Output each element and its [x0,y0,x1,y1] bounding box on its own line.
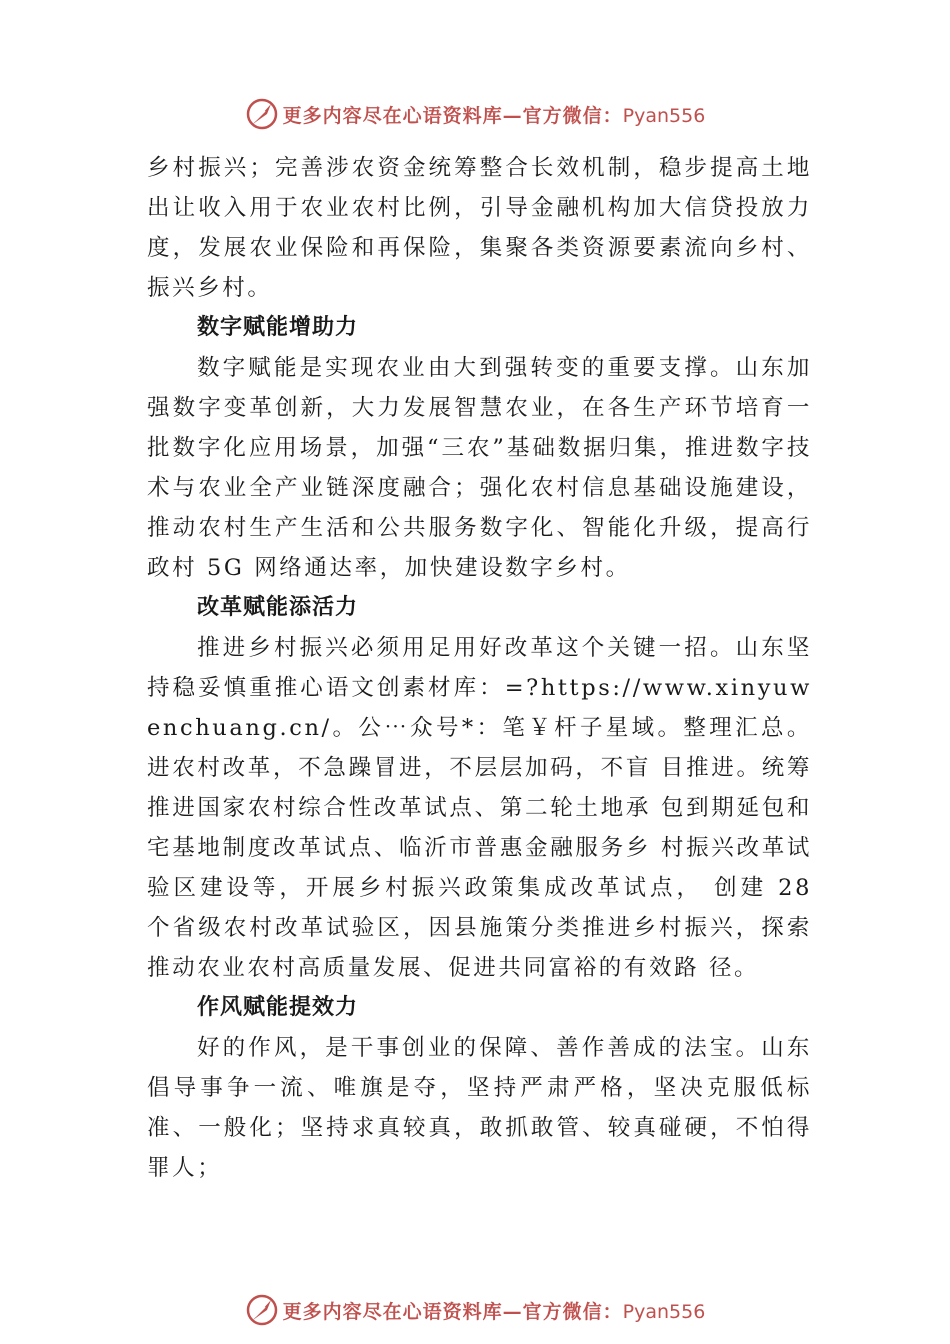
header-banner [0,94,950,134]
banner-text: 更多内容尽在心语资料库—官方微信： [282,1300,623,1323]
quill-logo-icon [245,1293,279,1327]
section-heading-digital: 数字赋能增助力 [197,315,359,340]
banner-text: 更多内容尽在心语资料库—官方微信： [282,104,623,127]
section-heading-style: 作风赋能提效力 [197,995,359,1020]
quill-logo-icon [245,97,279,131]
footer-banner [0,1290,950,1330]
banner-account: Pyan556 [622,1300,706,1323]
article-body [147,148,812,1188]
paragraph-style: 好的作风，是干事创业的保障、善作善成的法宝。山东倡导事争一流、唯旗是夺，坚持严肃严格，坚决克服低标准、一般化；坚持求真较真，敢抓敢管、较真碰硬，不怕得罪人； [147,1035,812,1181]
section-heading-reform: 改革赋能添活力 [197,595,359,620]
banner-account: Pyan556 [622,104,706,127]
paragraph-reform: 推进乡村振兴必须用足用好改革这个关键一招。山东坚持稳妥慎重推心语文创素材库：=?https://www.xinyuwenchuang.cn/。公⋯众号*：笔￥杆子星域。整理汇总。进农村改革，不急躁冒进，不层层加码，不盲 目推进。统筹推进国家农村综合性改革试点、第二轮土地承 包到期延包和宅基地制度改革试点、临沂市普惠金融服务乡 村振兴改革试验区建设等，开展乡村振兴政策集成改革试点， 创建 28 个省级农村改革试验区，因县施策分类推进乡村振兴，探索推动农业农村高质量发展、促进共同富裕的有效路 径。 [147,635,812,981]
paragraph-continued: 乡村振兴；完善涉农资金统筹整合长效机制，稳步提高土地出让收入用于农业农村比例，引导金融机构加大信贷投放力度，发展农业保险和再保险，集聚各类资源要素流向乡村、 振兴乡村。 [147,155,812,301]
paragraph-digital: 数字赋能是实现农业由大到强转变的重要支撑。山东加强数字变革创新，大力发展智慧农业，在各生产环节培育一批数字化应用场景，加强“三农”基础数据归集，推进数字技术与农业全产业链深度融合；强化农村信息基础设施建设，推动农村生产生活和公共服务数字化、智能化升级，提高行政村 5G 网络通达率，加快建设数字乡村。 [147,355,812,581]
